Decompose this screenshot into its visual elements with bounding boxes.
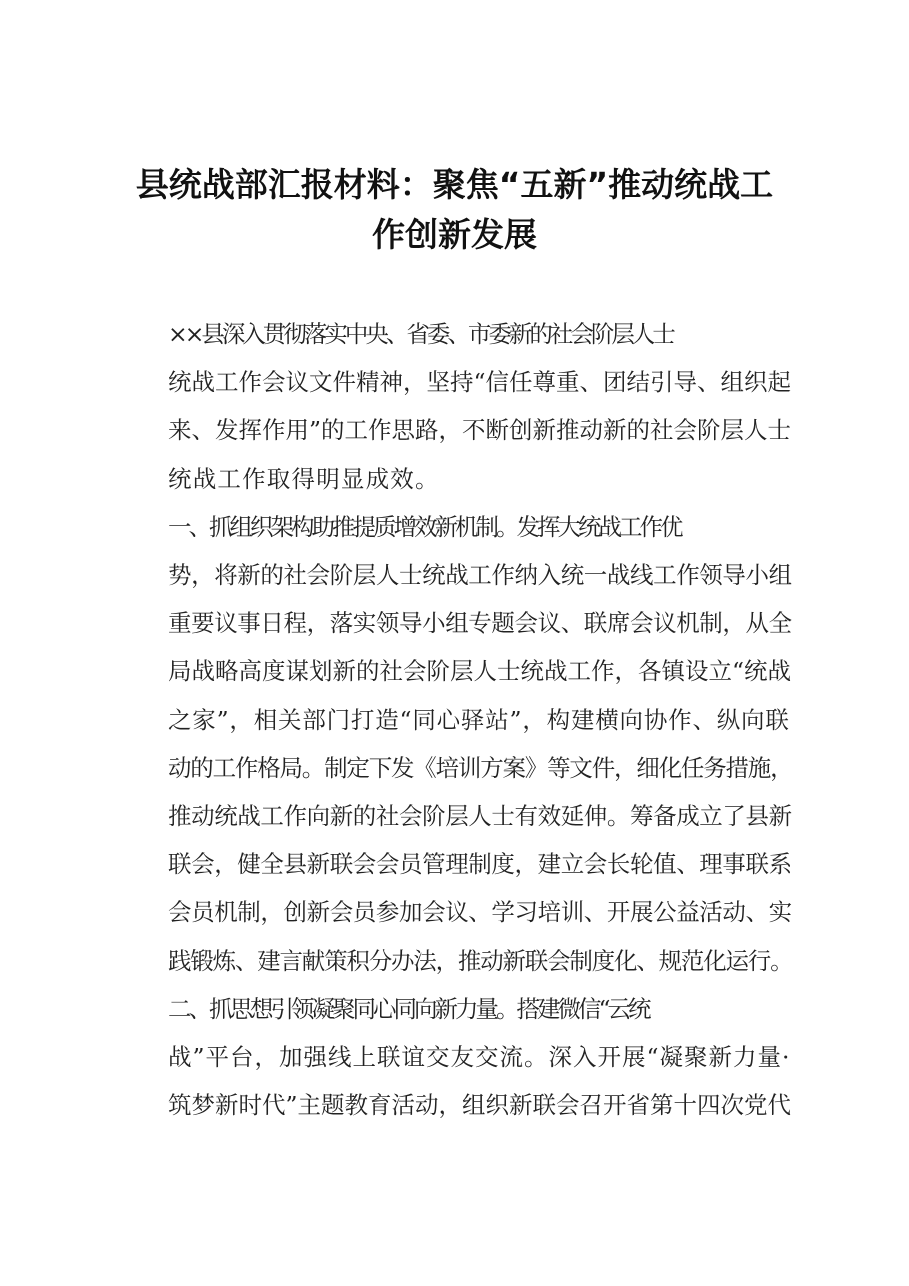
text-line: 动的工作格局。制定下发《培训方案》等文件，细化任务措施， [168,753,793,782]
text-line: 重要议事日程，落实领导小组专题会议、联席会议机制，从全 [168,609,792,638]
text-line: 联会，健全县新联会会员管理制度，建立会长轮值、理事联系 [168,850,792,879]
text-line: 践锻炼、建言献策积分办法，推动新联会制度化、规范化运行。 [168,946,793,975]
paragraph-section-1 [121,503,793,985]
text-line: 二、抓思想引领凝聚同心同向新力量。搭建微信“云统 [168,994,649,1023]
text-line: ××县深入贯彻落实中央、省委、市委新的社会阶层人士 [168,320,673,348]
title-line: 作创新发展 [372,215,537,254]
text-line: 推动统战工作向新的社会阶层人士有效延伸。筹备成立了县新 [168,802,792,831]
text-line: 之家”，相关部门打造“同心驿站”，构建横向协作、纵向联 [168,705,790,734]
document-title [100,160,809,260]
title-line: 县统战部汇报材料：聚焦“五新”推动统战工 [135,165,774,204]
document-body [121,310,793,1129]
text-line: 会员机制，创新会员参加会议、学习培训、开展公益活动、实 [168,898,792,927]
paragraph-section-2 [121,985,793,1130]
text-line: 局战略高度谋划新的社会阶层人士统战工作，各镇设立“统战 [168,657,792,686]
text-line: 来、发挥作用”的工作思路，不断创新推动新的社会阶层人士 [168,416,792,445]
text-line: 势，将新的社会阶层人士统战工作纳入统一战线工作领导小组 [168,561,792,590]
text-line: 筑梦新时代”主题教育活动，组织新联会召开省第十四次党代 [168,1091,792,1120]
paragraph-intro [121,310,793,503]
text-line: 统战工作取得明显成效。 [168,464,440,493]
text-line: 一、抓组织架构助推提质增效新机制。发挥大统战工作优 [168,512,681,541]
text-line: 战”平台，加强线上联谊交友交流。深入开展“凝聚新力量· [168,1043,791,1072]
text-line: 统战工作会议文件精神，坚持“信任尊重、团结引导、组织起 [168,368,792,397]
